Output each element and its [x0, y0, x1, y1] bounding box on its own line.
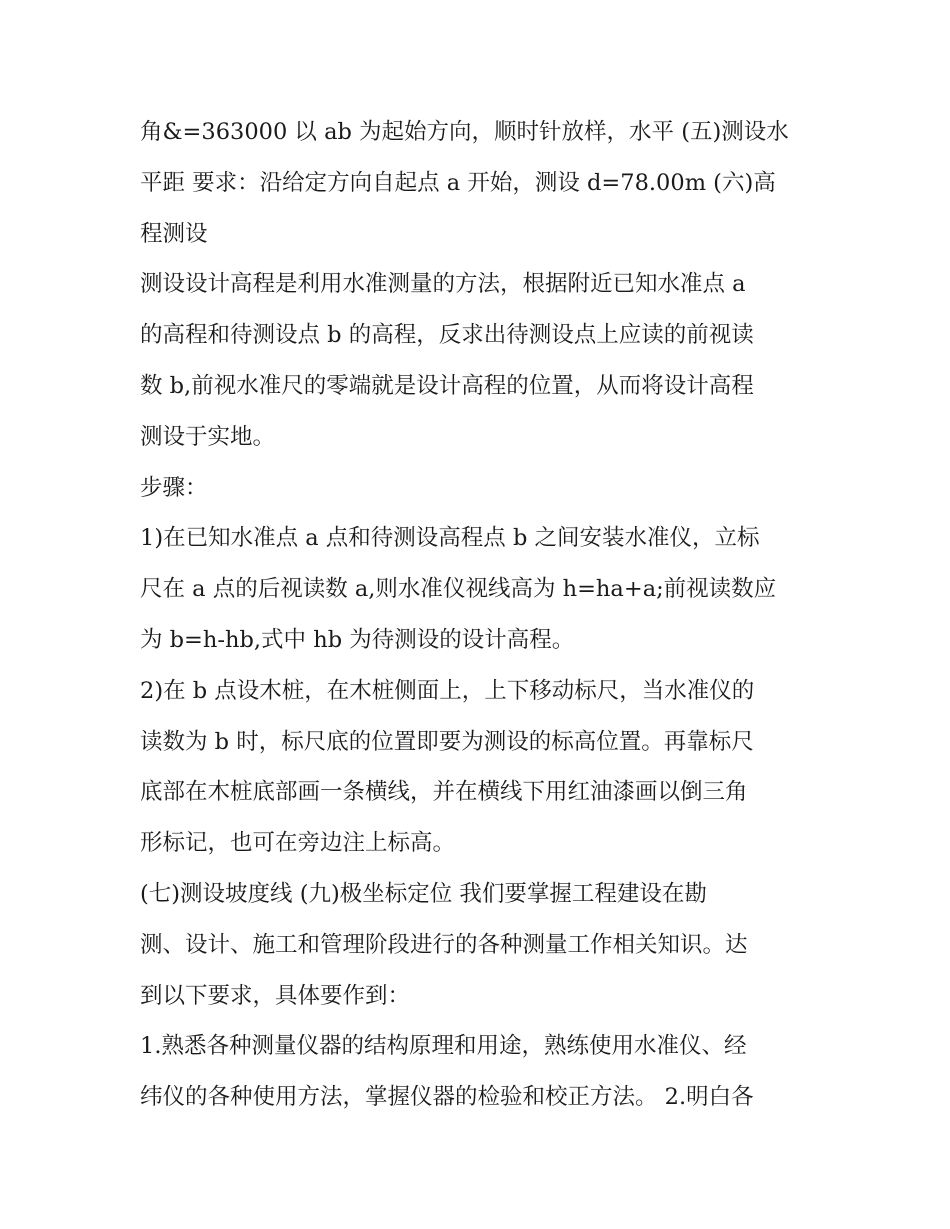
text-line: 底部在木桩底部画一条横线，并在横线下用红油漆画以倒三角 — [140, 779, 748, 806]
text-line: (七)测设坡度线 (九)极坐标定位 我们要掌握工程建设在勘 — [140, 880, 707, 907]
text-line: 到以下要求，具体要作到： — [140, 982, 411, 1009]
text-line: 尺在 a 点的后视读数 a,则水准仪视线高为 h=ha+a;前视读数应 — [140, 576, 777, 603]
text-line: 平距 要求：沿给定方向自起点 a 开始，测设 d=78.00m (六)高 — [140, 169, 776, 196]
text-line: 测设设计高程是利用水准测量的方法，根据附近已知水准点 a — [140, 271, 746, 298]
document-page — [140, 107, 820, 1123]
text-line: 测设于实地。 — [140, 423, 276, 450]
text-line: 测、设计、施工和管理阶段进行的各种测量工作相关知识。达 — [140, 931, 748, 958]
text-line: 的高程和待测设点 b 的高程，反求出待测设点上应读的前视读 — [140, 322, 754, 349]
text-line: 角&=363000 以 ab 为起始方向，顺时针放样，水平 (五)测设水 — [140, 119, 789, 145]
text-line: 2)在 b 点设木桩，在木桩侧面上，上下移动标尺，当水准仪的 — [140, 677, 755, 704]
text-line: 纬仪的各种使用方法，掌握仪器的检验和校正方法。 2.明白各 — [140, 1084, 754, 1111]
text-line: 读数为 b 时，标尺底的位置即要为测设的标高位置。再靠标尺 — [140, 728, 754, 755]
text-line: 1)在已知水准点 a 点和待测设高程点 b 之间安装水准仪，立标 — [140, 525, 760, 552]
text-line: 形标记，也可在旁边注上标高。 — [140, 830, 456, 857]
text-line: 步骤： — [140, 474, 208, 501]
text-line: 程测设 — [140, 220, 208, 247]
text-line: 1.熟悉各种测量仪器的结构原理和用途，熟练使用水准仪、经 — [140, 1033, 747, 1060]
text-line: 为 b=h-hb,式中 hb 为待测设的设计高程。 — [140, 626, 575, 653]
text-line: 数 b,前视水准尺的零端就是设计高程的位置，从而将设计高程 — [140, 372, 754, 399]
